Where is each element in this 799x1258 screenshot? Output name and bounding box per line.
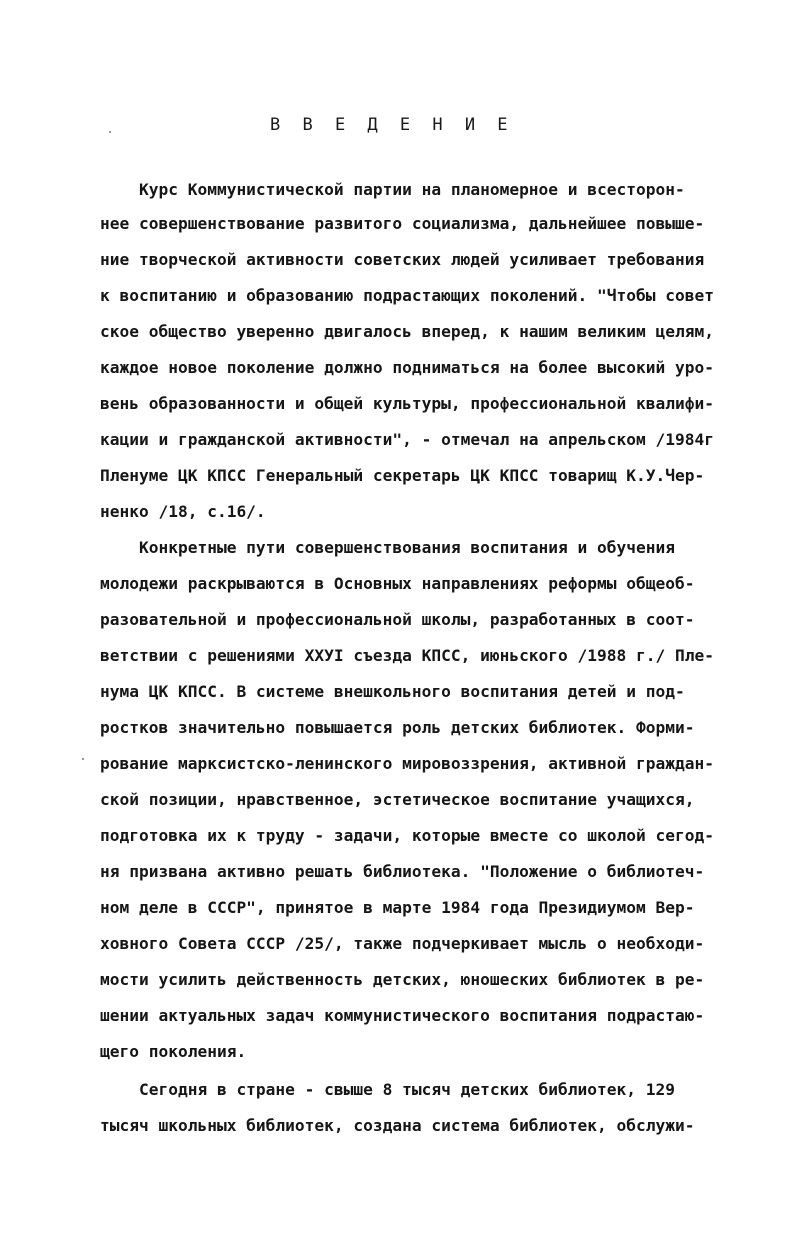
text-line: подготовка их к труду - задачи, которые вместе со школой сегод- [100, 826, 714, 845]
text-line: шении актуальных задач коммунистического воспитания подрастаю- [100, 1006, 705, 1025]
text-line: ветствии с решениями XXУI съезда КПСС, июньского /1988 г./ Пле- [100, 646, 714, 665]
text-line: вень образованности и общей культуры, профессиональной квалифи- [100, 394, 714, 413]
text-line: ном деле в СССР", принятое в марте 1984 года Президиумом Вер- [100, 898, 695, 917]
text-line: ние творческой активности советских людей усиливает требования [100, 250, 705, 269]
text-line: разовательной и профессиональной школы, разработанных в соот- [100, 610, 695, 629]
text-line: нее совершенствование развитого социализма, дальнейшее повыше- [100, 214, 705, 233]
text-line: тысяч школьных библиотек, создана система библиотек, обслужи- [100, 1116, 695, 1135]
scan-speck [82, 758, 84, 760]
text-line: Конкретные пути совершенствования воспитания и обучения [100, 538, 675, 557]
text-line: ненко /18, с.16/. [100, 502, 266, 521]
text-line: Сегодня в стране - свыше 8 тысяч детских библиотек, 129 [100, 1080, 675, 1099]
scan-speck [109, 131, 111, 133]
text-line: каждое новое поколение должно подниматься на более высокий уро- [100, 358, 714, 377]
text-line: рование марксистско-ленинского мировоззрения, активной граждан- [100, 754, 714, 773]
text-line: ское общество уверенно двигалось вперед, к нашим великим целям, [100, 322, 714, 341]
text-line: ховного Совета СССР /25/, также подчеркивает мысль о необходи- [100, 934, 705, 953]
page-title: В В Е Д Е Н И Е [270, 115, 514, 135]
text-line: щего поколения. [100, 1042, 247, 1061]
text-line: молодежи раскрываются в Основных направлениях реформы общеоб- [100, 574, 695, 593]
text-line: ростков значительно повышается роль детских библиотек. Форми- [100, 718, 695, 737]
text-line: к воспитанию и образованию подрастающих поколений. "Чтобы совет [100, 286, 714, 305]
text-line: нума ЦК КПСС. В системе внешкольного воспитания детей и под- [100, 682, 685, 701]
text-line: кации и гражданской активности", - отмечал на апрельском /1984г [100, 430, 714, 449]
text-line: Пленуме ЦК КПСС Генеральный секретарь ЦК КПСС товарищ К.У.Чер- [100, 466, 705, 485]
text-line: ня призвана активно решать библиотека. "Положение о библиотеч- [100, 862, 705, 881]
text-line: ской позиции, нравственное, эстетическое воспитание учащихся, [100, 790, 695, 809]
text-line: Курс Коммунистической партии на планомерное и всесторон- [100, 180, 685, 199]
text-line: мости усилить действенность детских, юношеских библиотек в ре- [100, 970, 705, 989]
